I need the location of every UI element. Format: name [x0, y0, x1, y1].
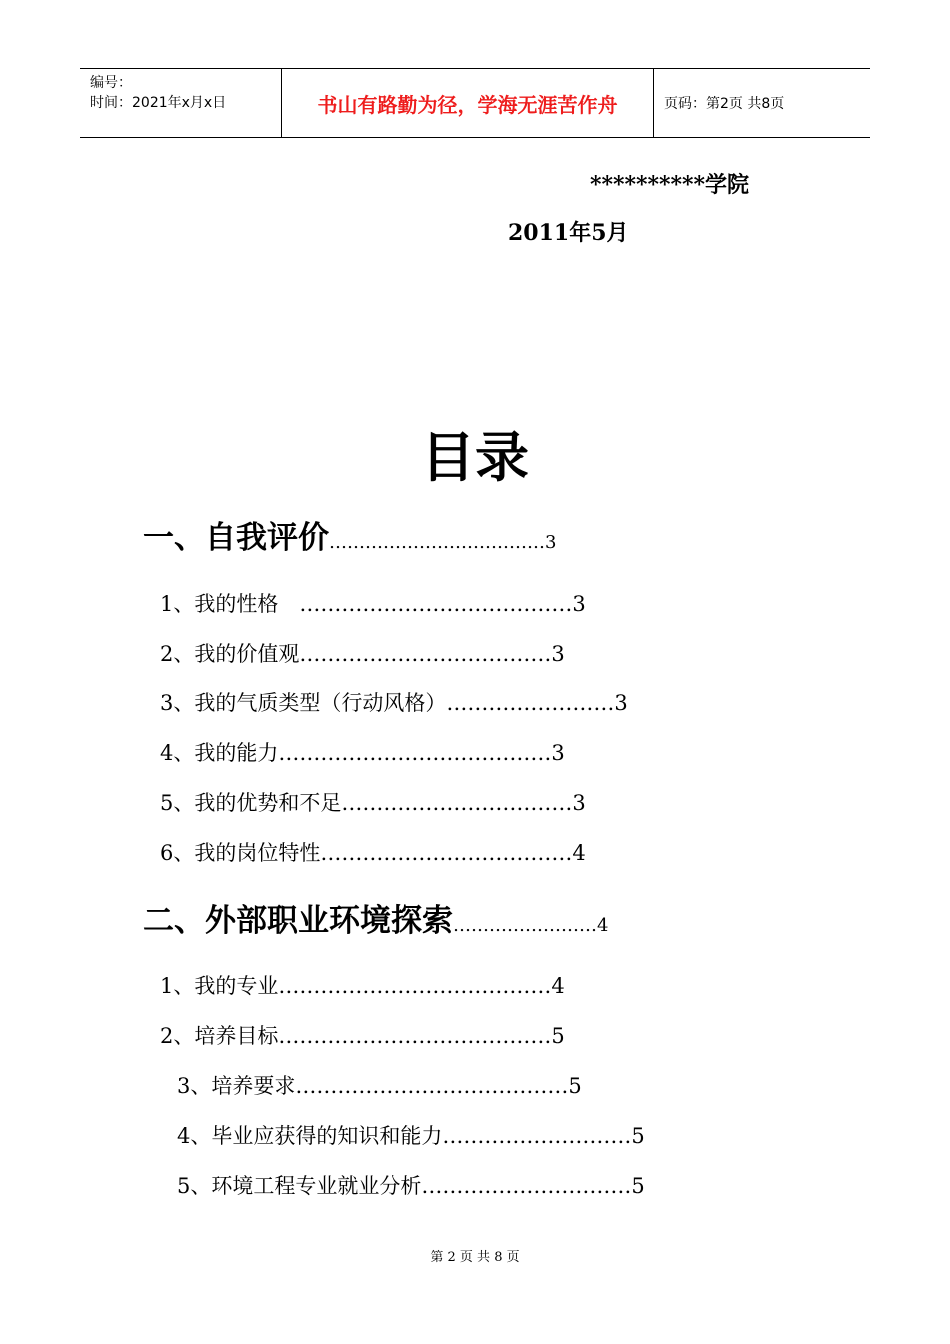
toc-entry[interactable] — [160, 837, 586, 867]
toc-entry-text: 1、我的专业 — [160, 974, 279, 998]
toc-entry-text: 6、我的岗位特性 — [160, 841, 321, 865]
toc-entry-text: 3、我的气质类型（行动风格） — [160, 691, 447, 715]
toc-entry-text: 4、我的能力 — [160, 741, 279, 765]
toc-page-number: 3 — [572, 592, 586, 616]
toc-entry[interactable] — [177, 1120, 645, 1150]
toc-leader: ……………………………… — [299, 642, 552, 666]
header-meta — [80, 69, 281, 137]
institute-name: **********学院 — [590, 172, 750, 198]
document-date: 2011年5月 — [508, 220, 629, 246]
toc-leader: ……………………… — [442, 1124, 632, 1148]
toc-page-number: 3 — [572, 791, 586, 815]
toc-entry[interactable] — [160, 638, 565, 668]
toc-entry[interactable] — [177, 1170, 645, 1200]
header-page-info: 页码：第2页 共8页 — [664, 96, 785, 112]
toc-leader: ………………………………… — [295, 1074, 569, 1098]
toc-leader: ………………………… — [421, 1174, 632, 1198]
toc-page-number: 3 — [551, 642, 565, 666]
page-header — [80, 68, 870, 138]
toc-page-number: 5 — [568, 1074, 582, 1098]
toc-leader: ……………………………… — [320, 841, 573, 865]
toc-entry-text: 3、培养要求 — [177, 1074, 296, 1098]
toc-title: 目录 — [421, 426, 529, 489]
toc-entry[interactable] — [143, 512, 556, 557]
toc-page-number: 5 — [631, 1174, 645, 1198]
toc-entry[interactable] — [143, 895, 608, 940]
number-label: 编号： — [90, 75, 132, 91]
time-label: 时间：2021年x月x日 — [90, 95, 227, 111]
toc-entry-text: 1、我的性格 — [160, 592, 300, 616]
toc-page-number: 4 — [597, 915, 609, 936]
toc-page-number: 4 — [551, 974, 565, 998]
toc-leader: ………………………………… — [299, 592, 573, 616]
toc-entry[interactable] — [160, 687, 628, 717]
toc-leader: ………………………………… — [278, 741, 552, 765]
toc-entry[interactable] — [160, 588, 586, 618]
toc-entry-text: 一、自我评价 — [143, 520, 329, 556]
toc-page-number: 3 — [545, 532, 557, 553]
toc-page-number: 3 — [551, 741, 565, 765]
toc-entry[interactable] — [160, 970, 565, 1000]
toc-entry[interactable] — [160, 737, 565, 767]
toc-leader: ……………………………… — [329, 532, 545, 553]
toc-leader: ………………………………… — [278, 974, 552, 998]
toc-leader: …………………… — [446, 691, 615, 715]
toc-leader: ………………………………… — [278, 1024, 552, 1048]
toc-page-number: 5 — [631, 1124, 645, 1148]
toc-entry[interactable] — [160, 1020, 565, 1050]
toc-page-number: 3 — [614, 691, 628, 715]
page-footer: 第 2 页 共 8 页 — [430, 1250, 520, 1265]
toc-entry-text: 5、我的优势和不足 — [160, 791, 342, 815]
header-motto: 书山有路勤为径，学海无涯苦作舟 — [281, 69, 654, 137]
toc-page-number: 4 — [572, 841, 586, 865]
toc-entry-text: 4、毕业应获得的知识和能力 — [177, 1124, 443, 1148]
toc-entry[interactable] — [177, 1070, 582, 1100]
toc-entry-text: 2、我的价值观 — [160, 642, 300, 666]
toc-page-number: 5 — [551, 1024, 565, 1048]
toc-entry-text: 二、外部职业环境探索 — [143, 903, 453, 939]
toc-leader: …………………………… — [341, 791, 573, 815]
toc-entry-text: 2、培养目标 — [160, 1024, 279, 1048]
toc-entry-text: 5、环境工程专业就业分析 — [177, 1174, 422, 1198]
toc-leader: …………………… — [453, 915, 597, 936]
toc-entry[interactable] — [160, 787, 586, 817]
